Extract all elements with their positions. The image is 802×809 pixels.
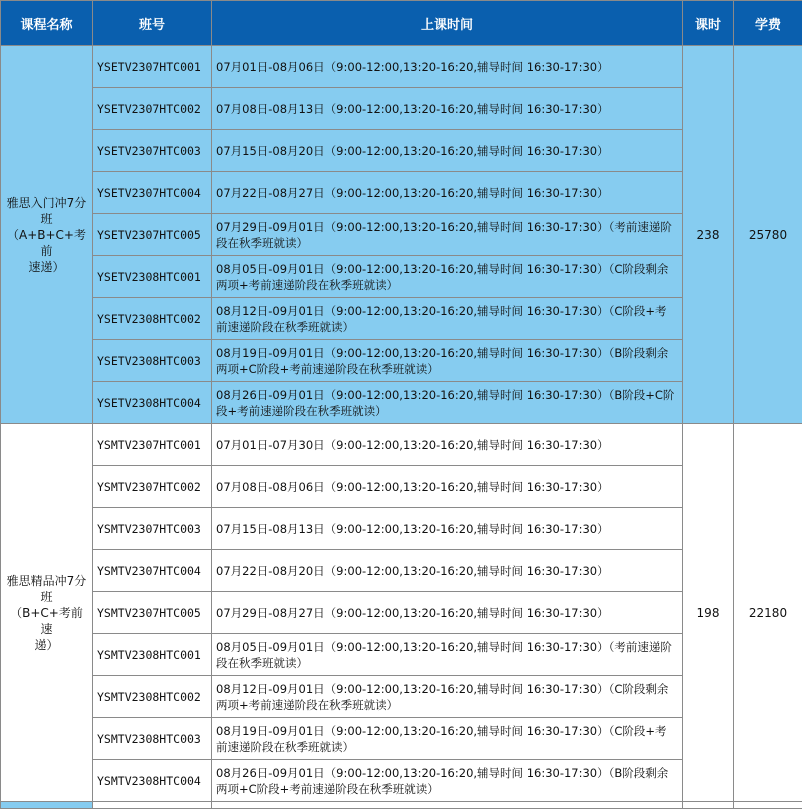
table-row [1,466,802,508]
class-number-cell: YSMTV2308HTC002 [93,676,212,718]
table-row [1,340,802,382]
schedule-cell: 08月05日-09月01日（9:00-12:00,13:20-16:20,辅导时间 16:30-17:30）（考前速递阶段在秋季班就读） [212,634,683,676]
course-name-line: 递） [5,637,88,653]
class-number-cell: YSETV2307HTC003 [93,130,212,172]
fee-cell: 25780 [734,46,802,424]
class-number-cell: YSETV2307HTC002 [93,88,212,130]
schedule-cell: 08月12日-09月01日（9:00-12:00,13:20-16:20,辅导时间 16:30-17:30）（C阶段剩余两项+考前速递阶段在秋季班就读） [212,676,683,718]
course-name-line: （B+C+考前速 [5,605,88,637]
empty-cell [683,802,734,809]
schedule-cell: 07月08日-08月06日（9:00-12:00,13:20-16:20,辅导时间 16:30-17:30） [212,466,683,508]
class-number-cell: YSMTV2308HTC004 [93,760,212,802]
course-name-line: 雅思精品冲7分 [5,573,88,589]
schedule-cell: 08月19日-09月01日（9:00-12:00,13:20-16:20,辅导时间 16:30-17:30）（B阶段剩余两项+C阶段+考前速递阶段在秋季班就读） [212,340,683,382]
class-number-cell: YSMTV2307HTC004 [93,550,212,592]
hours-cell: 238 [683,46,734,424]
fee-cell: 22180 [734,424,802,802]
schedule-cell: 07月01日-07月30日（9:00-12:00,13:20-16:20,辅导时间 16:30-17:30） [212,424,683,466]
table-row [1,298,802,340]
schedule-cell: 07月22日-08月20日（9:00-12:00,13:20-16:20,辅导时间 16:30-17:30） [212,550,683,592]
empty-cell [212,802,683,809]
course-name-line: （A+B+C+考前 [5,227,88,259]
schedule-cell: 07月01日-08月06日（9:00-12:00,13:20-16:20,辅导时间 16:30-17:30） [212,46,683,88]
table-row [1,382,802,424]
table-row [1,256,802,298]
header-class-number: 班号 [93,1,212,46]
table-row [1,88,802,130]
empty-cell [734,802,802,809]
course-name-line: 班 [5,589,88,605]
course-name-cell [1,46,93,424]
class-number-cell: YSETV2307HTC004 [93,172,212,214]
course-name-cell [1,424,93,802]
header-schedule: 上课时间 [212,1,683,46]
class-number-cell: YSMTV2307HTC002 [93,466,212,508]
schedule-cell: 08月26日-09月01日（9:00-12:00,13:20-16:20,辅导时间 16:30-17:30）（B阶段+C阶段+考前速递阶段在秋季班就读） [212,382,683,424]
table-row [1,550,802,592]
table-row [1,718,802,760]
schedule-cell: 08月26日-09月01日（9:00-12:00,13:20-16:20,辅导时间 16:30-17:30）（B阶段剩余两项+C阶段+考前速递阶段在秋季班就读） [212,760,683,802]
class-number-cell: YSMTV2307HTC005 [93,592,212,634]
class-number-cell: YSETV2307HTC005 [93,214,212,256]
class-number-cell: YSETV2308HTC001 [93,256,212,298]
table-row [1,172,802,214]
table-row [1,634,802,676]
table-row [1,214,802,256]
course-name-line: 雅思入门冲7分 [5,195,88,211]
schedule-cell: 07月29日-09月01日（9:00-12:00,13:20-16:20,辅导时间 16:30-17:30）（考前速递阶段在秋季班就读） [212,214,683,256]
header-fee: 学费 [734,1,802,46]
empty-cell [1,802,93,809]
table-row [1,130,802,172]
header-course-name: 课程名称 [1,1,93,46]
table-row-partial [1,802,802,809]
schedule-cell: 08月19日-09月01日（9:00-12:00,13:20-16:20,辅导时间 16:30-17:30）（C阶段+考前速递阶段在秋季班就读） [212,718,683,760]
class-number-cell: YSMTV2308HTC001 [93,634,212,676]
table-row [1,424,802,466]
header-hours: 课时 [683,1,734,46]
empty-cell [93,802,212,809]
table-row [1,592,802,634]
table-row [1,676,802,718]
header-row [1,1,802,46]
course-name-line: 速递） [5,259,88,275]
table-row [1,46,802,88]
class-number-cell: YSETV2308HTC004 [93,382,212,424]
class-number-cell: YSETV2308HTC003 [93,340,212,382]
class-number-cell: YSETV2308HTC002 [93,298,212,340]
schedule-cell: 07月08日-08月13日（9:00-12:00,13:20-16:20,辅导时间 16:30-17:30） [212,88,683,130]
class-number-cell: YSETV2307HTC001 [93,46,212,88]
table-row [1,508,802,550]
class-number-cell: YSMTV2308HTC003 [93,718,212,760]
course-name-line: 班 [5,211,88,227]
schedule-cell: 08月05日-09月01日（9:00-12:00,13:20-16:20,辅导时间 16:30-17:30）（C阶段剩余两项+考前速递阶段在秋季班就读） [212,256,683,298]
class-number-cell: YSMTV2307HTC003 [93,508,212,550]
schedule-cell: 07月22日-08月27日（9:00-12:00,13:20-16:20,辅导时间 16:30-17:30） [212,172,683,214]
table-row [1,760,802,802]
schedule-cell: 07月15日-08月20日（9:00-12:00,13:20-16:20,辅导时间 16:30-17:30） [212,130,683,172]
hours-cell: 198 [683,424,734,802]
schedule-cell: 07月29日-08月27日（9:00-12:00,13:20-16:20,辅导时间 16:30-17:30） [212,592,683,634]
class-number-cell: YSMTV2307HTC001 [93,424,212,466]
schedule-cell: 08月12日-09月01日（9:00-12:00,13:20-16:20,辅导时间 16:30-17:30）（C阶段+考前速递阶段在秋季班就读） [212,298,683,340]
schedule-cell: 07月15日-08月13日（9:00-12:00,13:20-16:20,辅导时间 16:30-17:30） [212,508,683,550]
